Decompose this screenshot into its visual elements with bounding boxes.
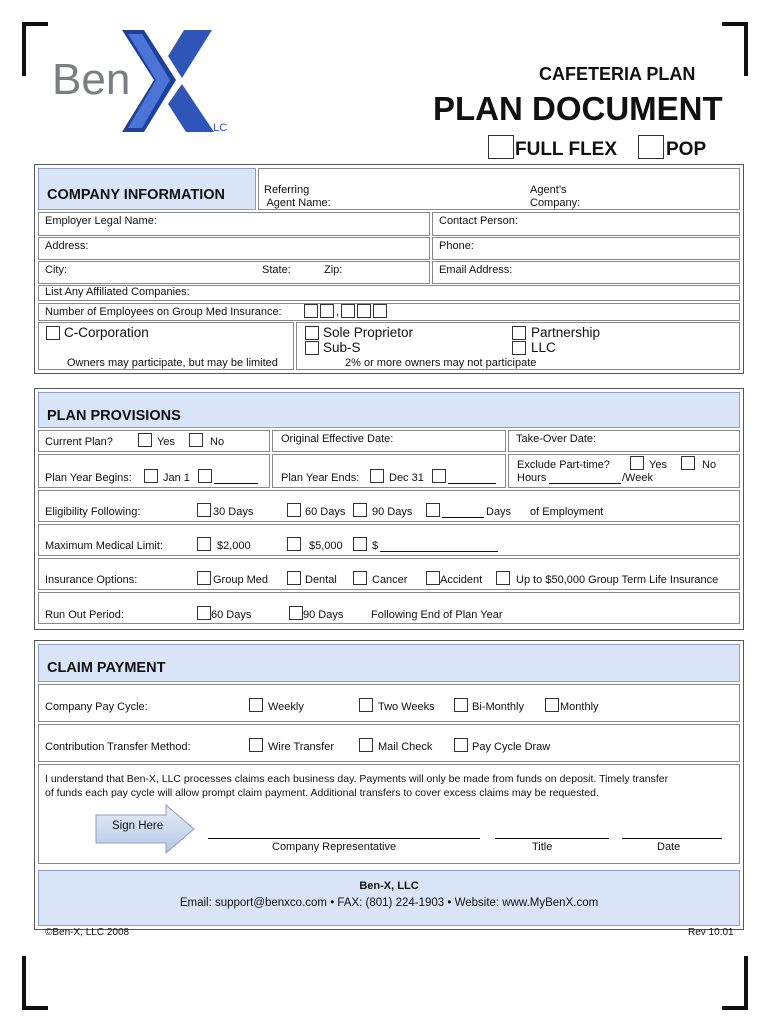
- sole-proprietor-checkbox[interactable]: [305, 326, 319, 340]
- pay-cycle-draw-label: Pay Cycle Draw: [472, 741, 551, 753]
- full-flex-checkbox[interactable]: [488, 135, 514, 159]
- elig-days-label: Days: [486, 506, 512, 518]
- referring-agent-label: Referring Agent Name:: [264, 184, 331, 209]
- elig-90-label: 90 Days: [372, 506, 413, 518]
- sub-s-checkbox[interactable]: [305, 341, 319, 355]
- ins-accident-checkbox[interactable]: [426, 571, 440, 585]
- max-other-checkbox[interactable]: [353, 537, 367, 551]
- elig-other-checkbox[interactable]: [426, 503, 440, 517]
- employees-label: Number of Employees on Group Med Insurance:: [45, 306, 282, 318]
- max-other-line[interactable]: [380, 551, 498, 552]
- bi-monthly-label: Bi-Monthly: [472, 701, 524, 713]
- elig-30-checkbox[interactable]: [197, 503, 211, 517]
- claim-header-title: CLAIM PAYMENT: [47, 660, 166, 676]
- two-weeks-checkbox[interactable]: [359, 698, 373, 712]
- revision: Rev 10.01: [688, 927, 734, 938]
- elig-60-checkbox[interactable]: [287, 503, 301, 517]
- logo-text: Ben: [52, 55, 131, 104]
- corner-mark-bottom-right: [722, 956, 748, 1010]
- hours-line[interactable]: [549, 483, 621, 484]
- city-state-zip-field[interactable]: [38, 261, 430, 284]
- jan1-checkbox[interactable]: [144, 469, 158, 483]
- partnership-checkbox[interactable]: [512, 326, 526, 340]
- title-line[interactable]: [495, 838, 609, 839]
- max-5000-checkbox[interactable]: [287, 537, 301, 551]
- max-medical-label: Maximum Medical Limit:: [45, 540, 163, 552]
- exclude-no-checkbox[interactable]: [681, 456, 695, 470]
- full-flex-label: FULL FLEX: [515, 139, 618, 160]
- pop-checkbox[interactable]: [638, 135, 664, 159]
- elig-60-label: 60 Days: [305, 506, 346, 518]
- sub-s-label: Sub-S: [323, 340, 361, 355]
- dec31-checkbox[interactable]: [370, 469, 384, 483]
- c-corp-checkbox[interactable]: [46, 326, 60, 340]
- two-percent-note: 2% or more owners may not participate: [345, 357, 537, 369]
- c-corp-label: C-Corporation: [64, 325, 149, 340]
- weekly-checkbox[interactable]: [249, 698, 263, 712]
- subtitle: CAFETERIA PLAN: [539, 64, 696, 84]
- agents-company-label: Agent’s Company:: [530, 184, 581, 209]
- exclude-yes-checkbox[interactable]: [630, 456, 644, 470]
- company-header-title: COMPANY INFORMATION: [47, 187, 226, 203]
- dec31-label: Dec 31: [389, 472, 424, 484]
- email-label: Email Address:: [439, 264, 513, 276]
- copyright: ©Ben-X, LLC 2008: [45, 927, 130, 938]
- plan-begin-other-checkbox[interactable]: [198, 469, 212, 483]
- runout-90-label: 90 Days: [303, 609, 344, 621]
- page-title: PLAN DOCUMENT: [433, 90, 723, 127]
- plan-end-other-line[interactable]: [448, 483, 496, 484]
- elig-90-checkbox[interactable]: [353, 503, 367, 517]
- current-plan-no-checkbox[interactable]: [189, 433, 203, 447]
- contact-person-label: Contact Person:: [439, 215, 518, 227]
- corner-mark-top-right: [722, 22, 748, 76]
- hours-label: Hours: [517, 472, 547, 484]
- current-plan-no-label: No: [210, 436, 225, 448]
- mail-check-checkbox[interactable]: [359, 738, 373, 752]
- sign-here-label: Sign Here: [112, 820, 164, 832]
- ins-dental-checkbox[interactable]: [287, 571, 301, 585]
- mail-check-label: Mail Check: [378, 741, 433, 753]
- exclude-no-label: No: [702, 459, 717, 471]
- elig-other-line[interactable]: [442, 517, 484, 518]
- ins-dental-label: Dental: [305, 574, 337, 586]
- zip-label: Zip:: [324, 264, 343, 276]
- original-date-label: Original Effective Date:: [281, 433, 394, 445]
- plan-header: [38, 392, 740, 428]
- plan-header-title: PLAN PROVISIONS: [47, 408, 181, 424]
- eligibility-label: Eligibility Following:: [45, 506, 141, 518]
- ins-group-med-label: Group Med: [213, 574, 269, 586]
- phone-field[interactable]: [432, 237, 740, 260]
- corner-mark-top-left: [22, 22, 48, 76]
- exclude-part-time-label: Exclude Part-time?: [517, 459, 610, 471]
- max-2000-checkbox[interactable]: [197, 537, 211, 551]
- jan1-label: Jan 1: [163, 472, 190, 484]
- employee-digit-box-1[interactable]: [304, 304, 318, 318]
- employee-digit-box-5[interactable]: [373, 304, 387, 318]
- ins-accident-label: Accident: [440, 574, 483, 586]
- takeover-date-label: Take-Over Date:: [516, 433, 597, 445]
- owners-note: Owners may participate, but may be limited: [67, 357, 278, 369]
- ins-group-med-checkbox[interactable]: [197, 571, 211, 585]
- bi-monthly-checkbox[interactable]: [454, 698, 468, 712]
- affiliated-companies-label: List Any Affiliated Companies:: [45, 286, 190, 298]
- title-label: Title: [532, 841, 553, 853]
- runout-90-checkbox[interactable]: [289, 606, 303, 620]
- ins-cancer-label: Cancer: [372, 574, 408, 586]
- city-label: City:: [45, 264, 67, 276]
- elig-30-label: 30 Days: [213, 506, 254, 518]
- statement-line-2: of funds each pay cycle will allow prompt claim payment. Additional transfers to cover excess claims may be requested.: [45, 787, 599, 799]
- following-end-label: Following End of Plan Year: [371, 609, 503, 621]
- runout-60-label: 60 Days: [211, 609, 252, 621]
- partnership-label: Partnership: [531, 325, 601, 340]
- two-weeks-label: Two Weeks: [378, 701, 435, 713]
- pay-cycle-label: Company Pay Cycle:: [45, 701, 148, 713]
- company-logo: [52, 28, 232, 138]
- employee-digit-box-2[interactable]: [320, 304, 334, 318]
- current-plan-yes-checkbox[interactable]: [138, 433, 152, 447]
- date-label: Date: [657, 841, 681, 853]
- footer-contact: Email: support@benxco.com • FAX: (801) 224-1903 • Website: www.MyBenX.com: [179, 897, 599, 909]
- claim-header: [38, 644, 740, 682]
- monthly-label: Monthly: [560, 701, 599, 713]
- insurance-label: Insurance Options:: [45, 574, 138, 586]
- max-5000-label: $5,000: [309, 540, 343, 552]
- phone-label: Phone:: [439, 240, 474, 252]
- footer-company: Ben-X, LLC: [359, 880, 419, 892]
- company-rep-line[interactable]: [208, 838, 480, 839]
- plan-year-ends-label: Plan Year Ends:: [281, 472, 360, 484]
- weekly-label: Weekly: [268, 701, 304, 713]
- runout-60-checkbox[interactable]: [197, 606, 211, 620]
- ins-cancer-checkbox[interactable]: [353, 571, 367, 585]
- pop-label: POP: [666, 139, 707, 160]
- employer-name-label: Employer Legal Name:: [45, 215, 157, 227]
- corner-mark-bottom-left: [22, 956, 48, 1010]
- wire-transfer-checkbox[interactable]: [249, 738, 263, 752]
- of-employment-label: of Employment: [530, 506, 604, 518]
- employee-digit-box-4[interactable]: [357, 304, 371, 318]
- state-label: State:: [262, 264, 291, 276]
- statement-line-1: I understand that Ben-X, LLC processes claims each business day. Payments will only be made from funds on deposit. Timely transfer: [45, 773, 669, 785]
- plan-begin-other-line[interactable]: [214, 483, 258, 484]
- plan-year-begins-label: Plan Year Begins:: [45, 472, 132, 484]
- current-plan-label: Current Plan?: [45, 436, 113, 448]
- llc-label: LLC: [531, 340, 556, 355]
- max-other-dollar: $: [372, 540, 379, 552]
- employee-digit-box-3[interactable]: [341, 304, 355, 318]
- week-label: /Week: [622, 472, 653, 484]
- company-header: [38, 168, 256, 210]
- wire-transfer-label: Wire Transfer: [268, 741, 335, 753]
- sole-proprietor-label: Sole Proprietor: [323, 325, 414, 340]
- ins-term-life-label: Up to $50,000 Group Term Life Insurance: [516, 574, 719, 586]
- exclude-yes-label: Yes: [649, 459, 667, 471]
- runout-label: Run Out Period:: [45, 609, 124, 621]
- employee-digit-separator: ,: [336, 306, 340, 318]
- company-rep-label: Company Representative: [272, 841, 397, 853]
- llc-checkbox[interactable]: [512, 341, 526, 355]
- logo-suffix: ,LLC: [204, 122, 228, 134]
- transfer-method-label: Contribution Transfer Method:: [45, 741, 191, 753]
- plan-end-other-checkbox[interactable]: [432, 469, 446, 483]
- address-label: Address:: [45, 240, 89, 252]
- max-2000-label: $2,000: [217, 540, 251, 552]
- date-line[interactable]: [622, 838, 722, 839]
- ins-term-life-checkbox[interactable]: [496, 571, 510, 585]
- pay-cycle-draw-checkbox[interactable]: [454, 738, 468, 752]
- address-field[interactable]: [38, 237, 430, 260]
- monthly-checkbox[interactable]: [545, 698, 559, 712]
- current-plan-yes-label: Yes: [157, 436, 175, 448]
